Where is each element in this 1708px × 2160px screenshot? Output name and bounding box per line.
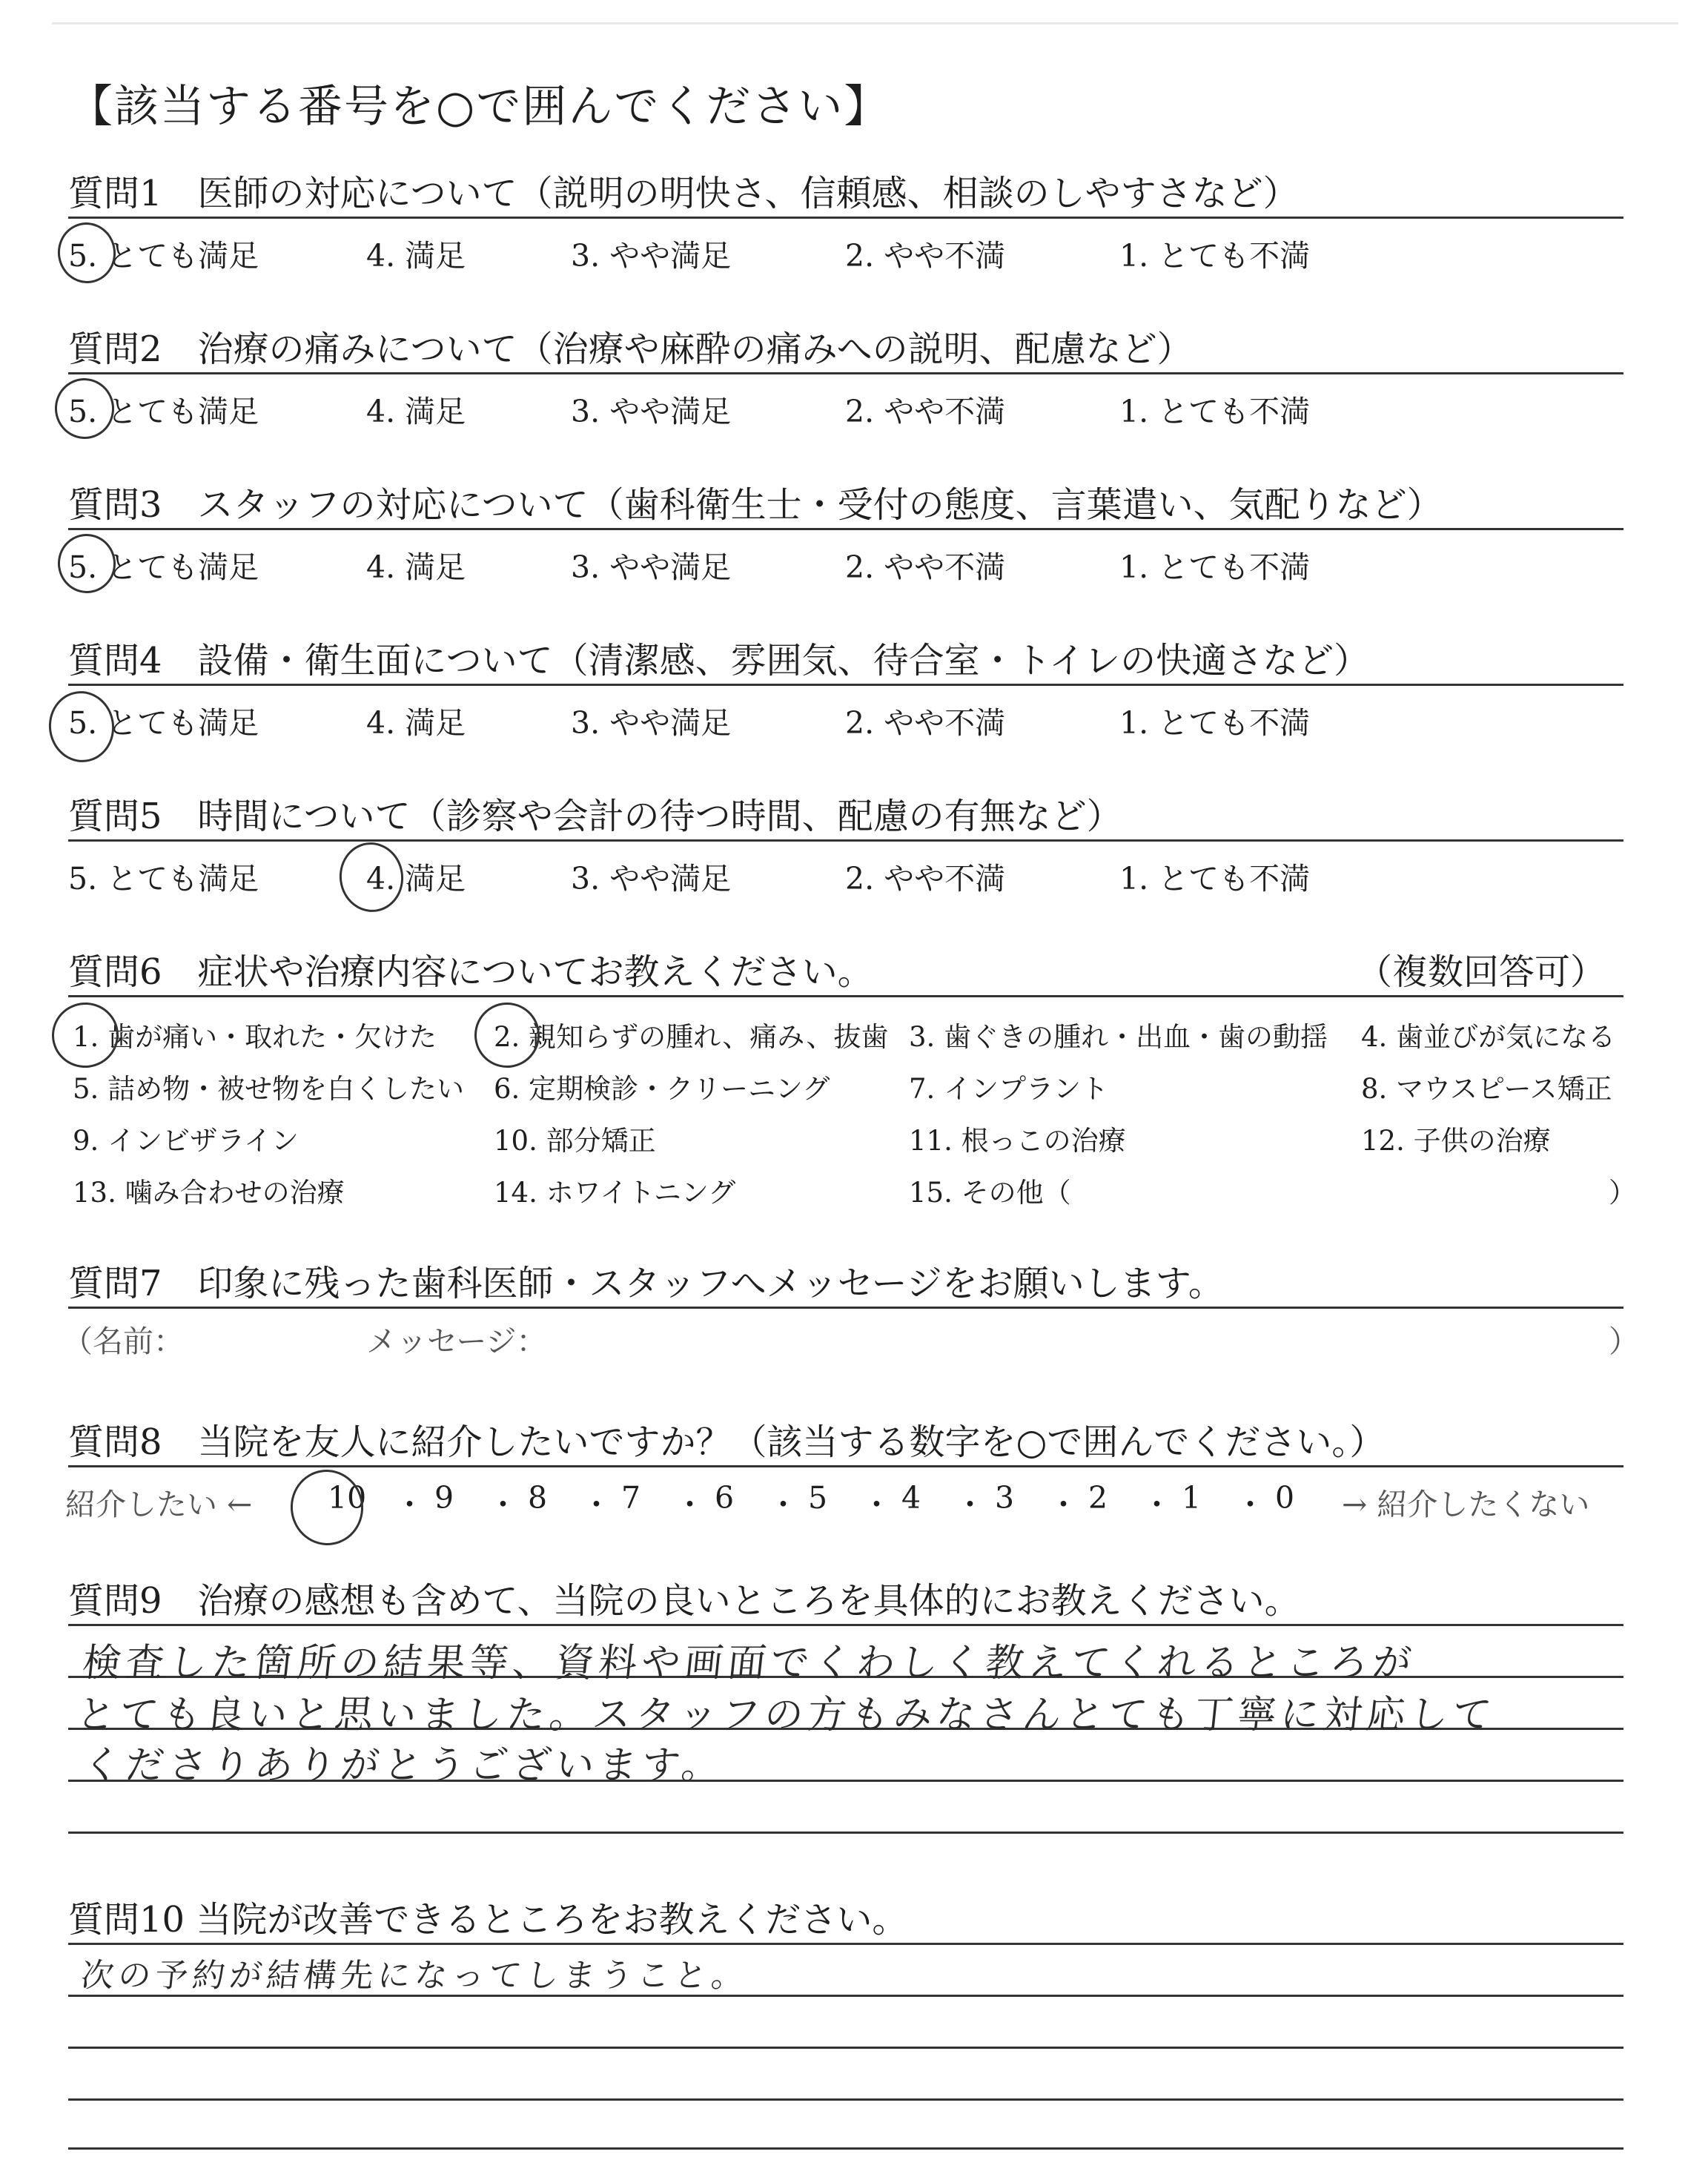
q6-option-13[interactable]: 13. 噛み合わせの治療 xyxy=(73,1177,345,1209)
q6-option-12[interactable]: 12. 子供の治療 xyxy=(1361,1125,1551,1157)
q8-scale-dot: ・ xyxy=(861,1487,892,1522)
q7-name-label: （名前： xyxy=(62,1324,184,1359)
question-1-rule xyxy=(68,217,1623,219)
q8-scale-dot: ・ xyxy=(675,1487,705,1522)
question-5-rule xyxy=(68,839,1623,842)
question-2-rule xyxy=(68,372,1623,374)
q5-option-4[interactable]: 4. 満足 xyxy=(366,861,466,896)
q8-scale-0[interactable]: 0 xyxy=(1275,1480,1295,1516)
question-7-rule xyxy=(68,1307,1623,1309)
question-5-title: 質問5 時間について（診察や会計の待つ時間、配慮の有無など） xyxy=(68,796,1122,837)
q8-scale-dot: ・ xyxy=(1048,1487,1079,1522)
q8-scale-2[interactable]: 2 xyxy=(1088,1480,1108,1516)
q1-option-1[interactable]: 1. とても不満 xyxy=(1119,238,1311,274)
q8-scale-1[interactable]: 1 xyxy=(1182,1480,1202,1516)
q6-option-15-close: ） xyxy=(1609,1177,1636,1209)
q2-option-4[interactable]: 4. 満足 xyxy=(366,394,466,429)
q7-close-paren: ） xyxy=(1609,1324,1639,1359)
q9-line-1 xyxy=(68,1624,1623,1626)
q10-line-1 xyxy=(68,1943,1623,1945)
q6-selection-circle-2 xyxy=(470,998,543,1071)
question-6-note: （複数回答可） xyxy=(1357,951,1606,993)
q8-scale-dot: ・ xyxy=(394,1487,425,1522)
q3-option-3[interactable]: 3. やや満足 xyxy=(571,549,732,585)
q6-option-4[interactable]: 4. 歯並びが気になる xyxy=(1361,1021,1616,1053)
q6-option-15[interactable]: 15. その他（ xyxy=(909,1177,1071,1209)
q6-option-1[interactable]: 1. 歯が痛い・取れた・欠けた xyxy=(73,1021,437,1053)
q4-option-2[interactable]: 2. やや不満 xyxy=(845,705,1006,741)
q6-option-11[interactable]: 11. 根っこの治療 xyxy=(909,1125,1126,1157)
q2-option-1[interactable]: 1. とても不満 xyxy=(1119,394,1311,429)
q10-line-4 xyxy=(68,2098,1623,2101)
q8-scale-9[interactable]: 9 xyxy=(434,1480,454,1516)
q6-option-9[interactable]: 9. インビザライン xyxy=(73,1125,299,1157)
q8-scale-dot: ・ xyxy=(768,1487,798,1522)
q3-selection-circle xyxy=(54,530,119,597)
question-6-title: 質問6 症状や治療内容についてお教えください。 xyxy=(68,951,873,993)
q5-option-5[interactable]: 5. とても満足 xyxy=(68,861,259,896)
q8-scale-7[interactable]: 7 xyxy=(621,1480,641,1516)
question-8-title: 質問8 当院を友人に紹介したいですか？（該当する数字を○で囲んでください。） xyxy=(68,1421,1386,1463)
q3-option-1[interactable]: 1. とても不満 xyxy=(1119,549,1311,585)
question-7-title: 質問7 印象に残った歯科医師・スタッフへメッセージをお願いします。 xyxy=(68,1263,1224,1304)
q2-option-5[interactable]: 5. とても満足 xyxy=(68,394,259,429)
q6-option-14[interactable]: 14. ホワイトニング xyxy=(494,1177,736,1209)
q8-scale-10[interactable]: 10 xyxy=(328,1480,367,1516)
q1-option-4[interactable]: 4. 満足 xyxy=(366,238,466,274)
q9-line-5 xyxy=(68,1832,1623,1834)
q1-option-5[interactable]: 5. とても満足 xyxy=(68,238,259,274)
q10-answer-line-1: 次の予約が結構先になってしまうこと。 xyxy=(79,1957,751,1995)
q3-option-5[interactable]: 5. とても満足 xyxy=(68,549,259,585)
q8-scale-8[interactable]: 8 xyxy=(528,1480,548,1516)
q5-option-3[interactable]: 3. やや満足 xyxy=(571,861,732,896)
question-2-title: 質問2 治療の痛みについて（治療や麻酔の痛みへの説明、配慮など） xyxy=(68,328,1193,370)
q2-selection-circle xyxy=(51,374,119,443)
question-4-rule xyxy=(68,684,1623,686)
question-9-title: 質問9 治療の感想も含めて、当院の良いところを具体的にお教えください。 xyxy=(68,1580,1300,1622)
q5-option-1[interactable]: 1. とても不満 xyxy=(1119,861,1311,896)
q3-option-4[interactable]: 4. 満足 xyxy=(366,549,466,585)
q4-option-4[interactable]: 4. 満足 xyxy=(366,705,466,741)
q8-left-label: 紹介したい ← xyxy=(65,1487,253,1522)
q6-option-10[interactable]: 10. 部分矯正 xyxy=(494,1125,656,1157)
q8-scale-6[interactable]: 6 xyxy=(715,1480,735,1516)
q4-option-5[interactable]: 5. とても満足 xyxy=(68,705,259,741)
q1-selection-circle xyxy=(54,219,120,287)
q7-message-label: メッセージ： xyxy=(366,1324,547,1359)
question-3-rule xyxy=(68,528,1623,530)
top-border xyxy=(52,22,1678,24)
q9-answer-line-3: くださりありがとうございます。 xyxy=(80,1743,727,1788)
q6-option-2[interactable]: 2. 親知らずの腫れ、痛み、抜歯 xyxy=(494,1021,889,1053)
q5-option-2[interactable]: 2. やや不満 xyxy=(845,861,1006,896)
q2-option-3[interactable]: 3. やや満足 xyxy=(571,394,732,429)
q9-answer-line-2: とても良いと思いました。スタッフの方もみなさんとても丁寧に対応して xyxy=(74,1693,1498,1737)
q8-scale-dot: ・ xyxy=(955,1487,985,1522)
q6-option-5[interactable]: 5. 詰め物・被せ物を白くしたい xyxy=(73,1073,465,1105)
q10-line-3 xyxy=(68,2047,1623,2049)
q2-option-2[interactable]: 2. やや不満 xyxy=(845,394,1006,429)
question-6-rule xyxy=(68,995,1623,997)
question-1-title: 質問1 医師の対応について（説明の明快さ、信頼感、相談のしやすさなど） xyxy=(68,173,1299,214)
q6-option-6[interactable]: 6. 定期検診・クリーニング xyxy=(494,1073,830,1105)
q8-scale-dot: ・ xyxy=(488,1487,518,1522)
question-8-rule xyxy=(68,1465,1623,1467)
q4-option-3[interactable]: 3. やや満足 xyxy=(571,705,732,741)
question-3-title: 質問3 スタッフの対応について（歯科衛生士・受付の態度、言葉遣い、気配りなど） xyxy=(68,484,1443,526)
q8-scale-dot: ・ xyxy=(1235,1487,1265,1522)
q8-scale-3[interactable]: 3 xyxy=(995,1480,1015,1516)
q1-option-3[interactable]: 3. やや満足 xyxy=(571,238,732,274)
q6-option-7[interactable]: 7. インプラント xyxy=(909,1073,1109,1105)
q8-right-label: → 紹介したくない xyxy=(1342,1487,1590,1522)
q4-option-1[interactable]: 1. とても不満 xyxy=(1119,705,1311,741)
q8-scale-5[interactable]: 5 xyxy=(808,1480,828,1516)
q6-option-8[interactable]: 8. マウスピース矯正 xyxy=(1361,1073,1612,1105)
q5-selection-circle xyxy=(335,838,408,916)
q8-scale-dot: ・ xyxy=(581,1487,612,1522)
q3-option-2[interactable]: 2. やや不満 xyxy=(845,549,1006,585)
q8-selection-circle xyxy=(285,1465,368,1550)
q6-option-3[interactable]: 3. 歯ぐきの腫れ・出血・歯の動揺 xyxy=(909,1021,1328,1053)
q8-scale-dot: ・ xyxy=(1142,1487,1172,1522)
page-heading: 【該当する番号を○で囲んでください】 xyxy=(68,81,890,133)
q10-line-5 xyxy=(68,2147,1623,2150)
q6-selection-circle-1 xyxy=(47,998,122,1072)
q9-answer-line-1: 検査した箇所の結果等、資料や画面でくわしく教えてくれるところが xyxy=(80,1641,1418,1685)
question-4-title: 質問4 設備・衛生面について（清潔感、雰囲気、待合室・トイレの快適さなど） xyxy=(68,640,1370,681)
question-10-title: 質問10 当院が改善できるところをお教えください。 xyxy=(68,1899,908,1941)
q1-option-2[interactable]: 2. やや不満 xyxy=(845,238,1006,274)
q8-scale-4[interactable]: 4 xyxy=(901,1480,921,1516)
